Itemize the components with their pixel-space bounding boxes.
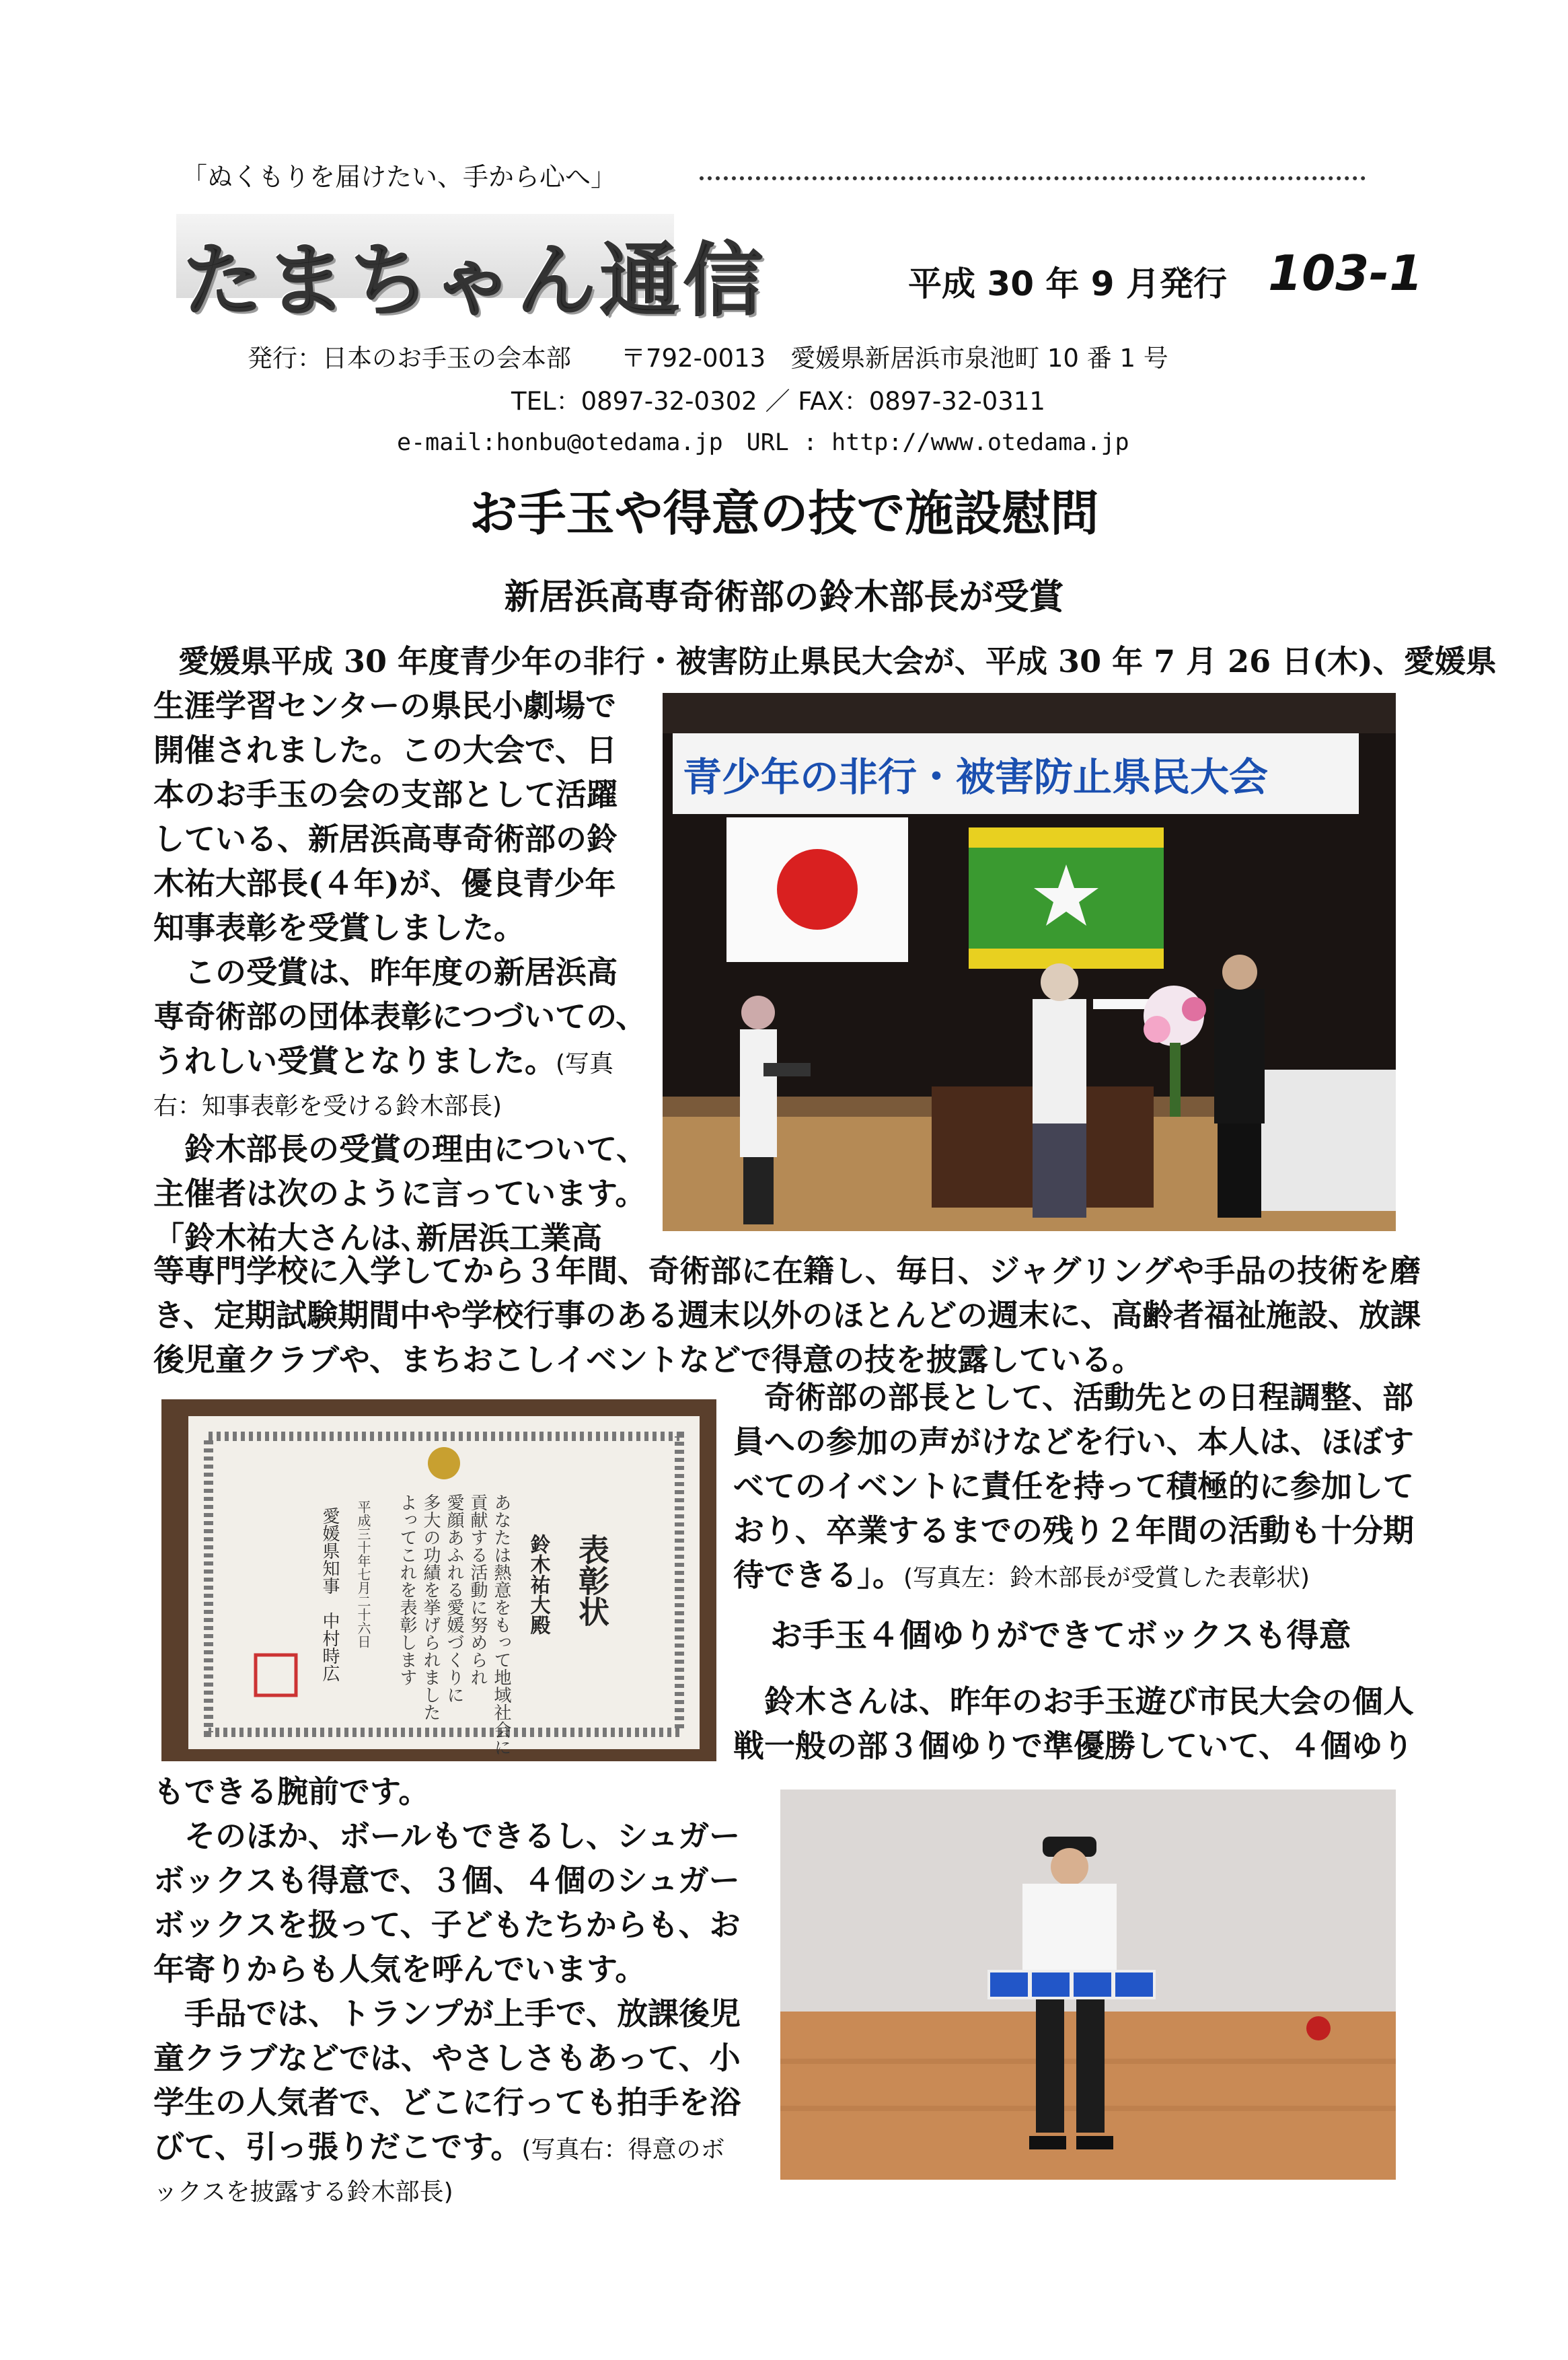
text-line: 知事表彰を受賞しました。 [153,910,525,946]
certificate-title: 表彰状 [574,1534,610,1627]
certificate-name: 鈴木祐大殿 [526,1534,550,1635]
text-line-inner: うれしい受賞となりました。 [153,1043,556,1079]
issue-number: 103-1 [1268,245,1423,301]
certificate-body-line: よってこれを表彰します [397,1494,417,1686]
photo-caption: (写真 [556,1050,614,1078]
text-line: 主催者は次のように言っています。 [153,1175,646,1212]
text-line: 鈴木さんは、昨年のお手玉遊び市民大会の個人 [764,1683,1414,1720]
certificate-signer: 愛媛県知事 中村時広 [320,1507,340,1682]
text-line [733,1553,1414,1600]
text-line: 年寄りからも人気を呼んでいます。 [153,1951,646,1987]
text-line: 鈴木部長の受賞の理由について、 [184,1131,648,1167]
left-column-2 [153,1814,741,2213]
text-line: おり、卒業するまでの残り２年間の活動も十分期 [733,1512,1414,1549]
text-line: 「鈴木祐大さんは､新居浜工業高 [153,1220,602,1256]
certificate-body-line: 愛顔あふれる愛媛づくりに [444,1494,464,1703]
para5-tail: もできる腕前です。 [153,1773,430,1810]
tagline: 「ぬくもりを届けたい、手から心へ」 [182,162,617,192]
certificate-date: 平成三十年七月二十六日 [355,1500,371,1648]
left-column-1 [153,684,647,1260]
text-line: 奇術部の部長として、活動先との日程調整、部 [764,1379,1414,1415]
certificate-body-line: 貢献する活動に努められ [468,1494,488,1686]
ceremony-illustration [663,693,1396,1231]
text-line: 手品では、トランプが上手で、放課後児 [184,1995,741,2032]
award-ceremony-photo [663,693,1396,1231]
para3-line: き、定期試験期間中や学校行事のある週末以外のほとんどの週末に、高齢者福祉施設、放課 [153,1297,1421,1333]
photo-caption: ックスを披露する鈴木部長) [153,2178,453,2206]
performer-photo [780,1790,1396,2180]
section-heading: お手玉４個ゆりができてボックスも得意 [770,1617,1351,1654]
text-line: ボックスも得意で、３個、４個のシュガー [153,1862,740,1898]
certificate-body-line: 多大の功績を挙げられました [420,1494,441,1721]
headline: お手玉や得意の技で施設慰問 [469,484,1099,542]
text-line [153,1039,647,1086]
phone-line: TEL：0897-32-0302 ／ FAX：0897-32-0311 [511,387,1045,416]
web-line: e-mail:honbu@otedama.jp URL : http://www.otedama.jp [397,429,1129,456]
text-line: 員への参加の声がけなどを行い、本人は、ほぼす [733,1424,1414,1460]
para1-first-line: 愛媛県平成 30 年度青少年の非行・被害防止県民大会が、平成 30 年 7 月 26 日(木)、愛媛県 [178,643,1497,679]
newsletter-logo: たまちゃん通信 [183,234,768,327]
para3-line: 等専門学校に入学してから３年間、奇術部に在籍し、毎日、ジャグリングや手品の技術を磨 [153,1253,1421,1289]
publisher-line: 発行：日本のお手玉の会本部 〒792-0013 愛媛県新居浜市泉池町 10 番 1 号 [248,344,1168,373]
photo-caption: 右：知事表彰を受ける鈴木部長) [153,1093,502,1120]
text-line: 本のお手玉の会の支部として活躍 [153,776,618,813]
certificate-photo [161,1399,716,1761]
subhead: 新居浜高専奇術部の鈴木部長が受賞 [504,577,1064,618]
certificate-illustration [161,1399,716,1761]
text-line: この受賞は、昨年度の新居浜高 [184,954,618,990]
right-column-2 [733,1679,1414,1768]
text-line: 生涯学習センターの県民小劇場で [153,688,617,724]
text-line: 木祐大部長(４年)が、優良青少年 [153,865,616,901]
right-column-1 [733,1375,1414,1600]
text-line: 学生の人気者で、どこに行っても拍手を浴 [153,2084,741,2121]
text-line: 戦一般の部３個ゆりで準優勝していて、４個ゆり [733,1728,1414,1764]
text-line: 専奇術部の団体表彰につづいての、 [153,998,647,1035]
text-line: そのほか、ボールもできるし、シュガー [184,1818,741,1854]
text-line: 童クラブなどでは、やさしさもあって、小 [153,2040,741,2076]
performer-illustration [780,1790,1396,2180]
text-line [153,2125,741,2172]
issue-date: 平成 30 年 9 月発行 [908,264,1227,303]
banner-text: 青少年の非行・被害防止県民大会 [683,754,1269,800]
certificate-body-line: あなたは熱意をもって地域社会に [491,1494,511,1756]
text-line-inner: 待できる」。 [733,1557,903,1593]
para3-line: 後児童クラブや、まちおこしイベントなどで得意の技を披露している。 [153,1341,1144,1378]
dotted-rule [700,176,1366,180]
photo-caption: (写真右：得意のボ [521,2136,725,2164]
text-line: べてのイベントに責任を持って積極的に参加して [733,1468,1414,1504]
text-line: 開催されました。この大会で、日 [153,732,618,768]
photo-caption: (写真左：鈴木部長が受賞した表彰状) [903,1564,1310,1592]
text-line: している、新居浜高専奇術部の鈴 [153,821,618,857]
text-line-inner: びて、引っ張りだこです。 [153,2129,522,2165]
text-line: ボックスを扱って、子どもたちからも、お [153,1907,741,1943]
